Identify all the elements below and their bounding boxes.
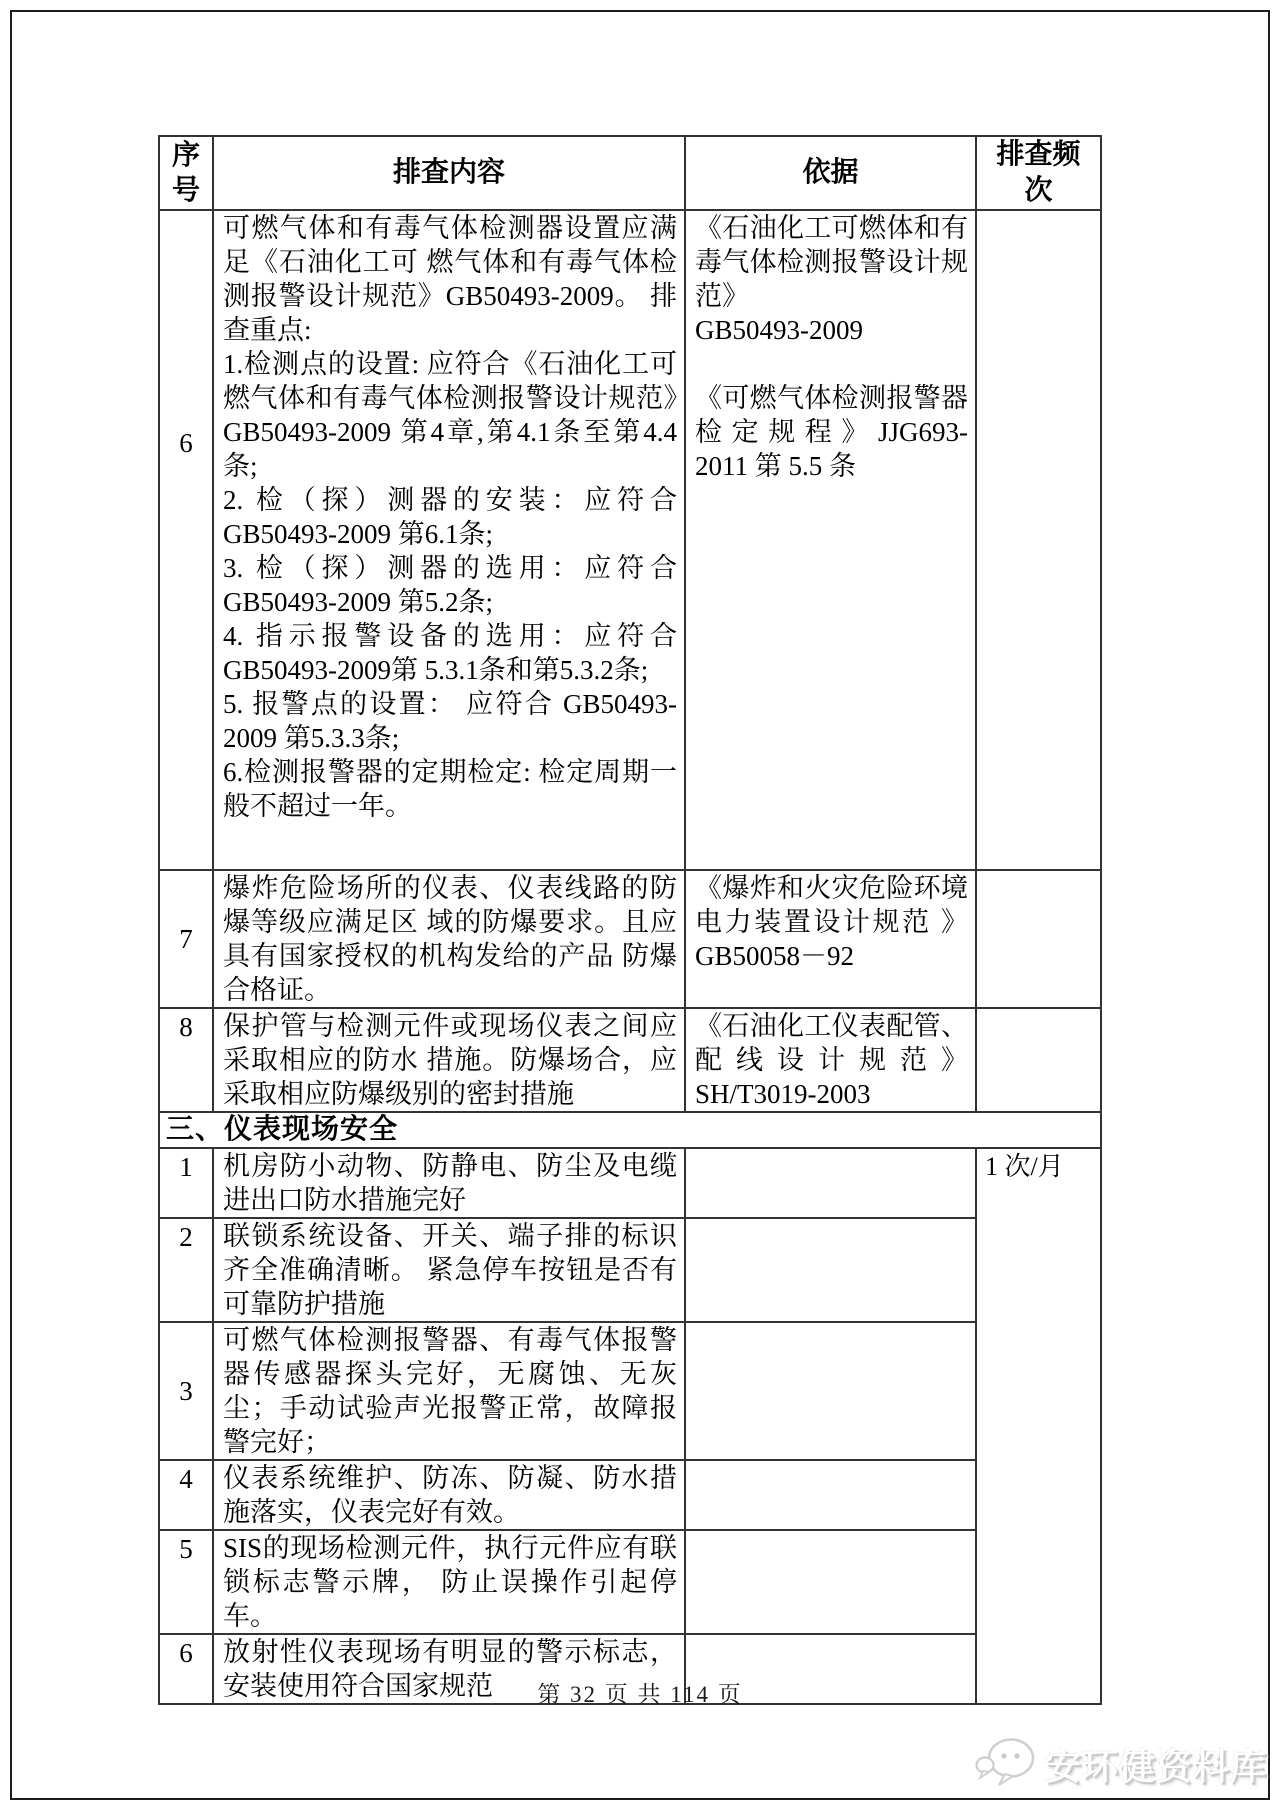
row-frequency — [976, 210, 1101, 870]
table-row-s3-item2 — [159, 1218, 1101, 1322]
watermark-label: 安环健资料库 — [1045, 1745, 1268, 1787]
row-basis: 《爆炸和火灾危险环境电力装置设计规范 》GB50058－92 — [685, 870, 976, 1008]
header-serial-number — [159, 136, 213, 210]
section-header-row — [159, 1112, 1101, 1148]
table-row-item7 — [159, 870, 1101, 1008]
row-serial-number: 1 — [159, 1148, 213, 1218]
row-serial-number: 8 — [159, 1008, 213, 1112]
row-inspection-content: 仪表系统维护、防冻、防凝、防水措施落实，仪表完好有效。 — [213, 1460, 685, 1530]
row-basis — [685, 1148, 976, 1218]
row-inspection-content: 放射性仪表现场有明显的警示标志，安装使用符合国家规范 — [213, 1634, 685, 1704]
header-serial-number-label: 序号 — [171, 140, 200, 206]
watermark — [975, 1736, 1267, 1792]
table-row-item8 — [159, 1008, 1101, 1112]
header-inspection-content: 排查内容 — [213, 136, 685, 210]
page-number-footer: 第 32 页 共 114 页 — [537, 1682, 743, 1707]
row-serial-number: 2 — [159, 1218, 213, 1322]
row-inspection-content: 保护管与检测元件或现场仪表之间应采取相应的防水 措施。防爆场合，应采取相应防爆级别的密封措施 — [213, 1008, 685, 1112]
header-frequency — [976, 136, 1101, 210]
row-frequency — [976, 1008, 1101, 1112]
row-basis — [685, 1460, 976, 1530]
row-inspection-content: SIS的现场检测元件，执行元件应有联锁标志警示牌， 防止误操作引起停车。 — [213, 1530, 685, 1634]
table-row-s3-item1 — [159, 1148, 1101, 1218]
row-basis — [685, 1218, 976, 1322]
row-serial-number: 3 — [159, 1322, 213, 1460]
section-frequency: 1 次/月 — [976, 1148, 1101, 1704]
table-row-s3-item3 — [159, 1322, 1101, 1460]
row-serial-number: 6 — [159, 1634, 213, 1704]
row-basis: 《石油化工仪表配管、配线设计规范》SH/T3019-2003 — [685, 1008, 976, 1112]
row-frequency — [976, 870, 1101, 1008]
inspection-checklist-table — [158, 135, 1102, 1705]
row-serial-number: 5 — [159, 1530, 213, 1634]
row-basis: 《石油化工可燃体和有毒气体检测报警设计规范》 GB50493-2009 《可燃气体检测报警器检定规程》JJG693-2011 第 5.5 条 — [685, 210, 976, 870]
row-inspection-content: 爆炸危险场所的仪表、仪表线路的防爆等级应满足区 域的防爆要求。且应具有国家授权的机构发给的产品 防爆合格证。 — [213, 870, 685, 1008]
header-basis: 依据 — [685, 136, 976, 210]
table-header-row — [159, 136, 1101, 210]
table-row-item6 — [159, 210, 1101, 870]
row-basis — [685, 1322, 976, 1460]
chat-bubbles-icon — [975, 1736, 1037, 1792]
row-inspection-content: 机房防小动物、防静电、防尘及电缆进出口防水措施完好 — [213, 1148, 685, 1218]
row-inspection-content: 可燃气体和有毒气体检测器设置应满足《石油化工可 燃气体和有毒气体检测报警设计规范》GB50493-2009。 排查重点: 1.检测点的设置: 应符合《石油化工可燃气体和有毒气体检测报警设计规范》GB50493-2009 第4章,第4.1条至第4.4条; 2. 检（探）测器的安装：应符合 GB50493-2009 第6.1条; 3. 检（探）测器的选用：应符合 GB50493-2009 第5.2条; 4. 指示报警设备的选用：应符合 GB50493-2009第 5.3.1条和第5.3.2条; 5. 报警点的设置： 应符合 GB50493-2009 第5.3.3条; 6.检测报警器的定期检定: 检定周期一般不超过一年。 — [213, 210, 685, 870]
row-inspection-content: 可燃气体检测报警器、有毒气体报警器传感器探头完好，无腐蚀、无灰尘；手动试验声光报警正常，故障报警完好； — [213, 1322, 685, 1460]
row-inspection-content: 联锁系统设备、开关、端子排的标识齐全准确清晰。 紧急停车按钮是否有可靠防护措施 — [213, 1218, 685, 1322]
table-row-s3-item4 — [159, 1460, 1101, 1530]
row-basis — [685, 1530, 976, 1634]
row-serial-number: 7 — [159, 870, 213, 1008]
table-row-s3-item5 — [159, 1530, 1101, 1634]
section-title: 三、仪表现场安全 — [159, 1112, 1101, 1148]
row-serial-number: 6 — [159, 210, 213, 870]
header-frequency-label: 排查频次 — [996, 139, 1081, 206]
row-serial-number: 4 — [159, 1460, 213, 1530]
